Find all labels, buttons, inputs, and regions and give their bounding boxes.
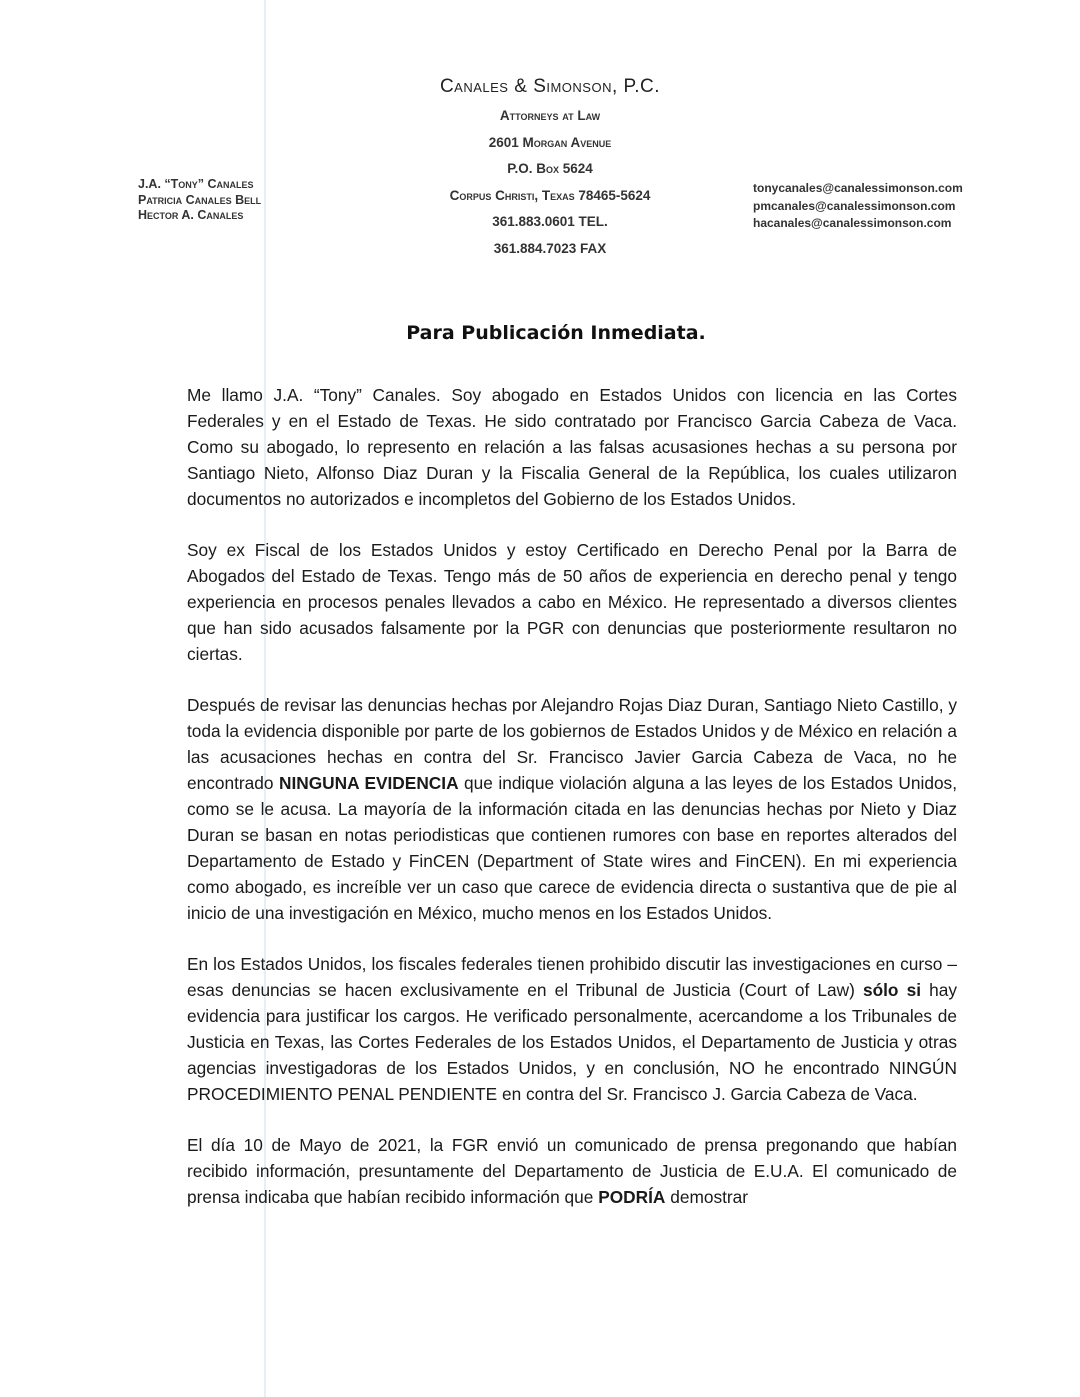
email-list <box>753 180 963 233</box>
address-po-box: P.O. Box 5624 <box>507 161 593 176</box>
attorney-name: J.A. “Tony” Canales <box>138 177 254 191</box>
attorney-name: Hector A. Canales <box>138 208 244 222</box>
paragraph-text: que indique violación alguna a las leyes de los Estados Unidos, como se le acusa. La mayoría de la información citada en las denuncias hechas por Nieto y Diaz Duran se basan en notas periodisticas que contienen rumores con base en reportes alterados del Departamento de Estado y FinCEN (Department of State wires and FinCEN). En mi experiencia como abogado, es increíble ver un caso que carece de evidencia directa o sustantiva que de pie al inicio de una investigación en México, mucho menos en los Estados Unidos. <box>187 773 957 923</box>
document-body <box>187 382 957 1235</box>
emphasis-text: NINGUNA EVIDENCIA <box>278 773 459 793</box>
email-link[interactable]: tonycanales@canalessimonson.com <box>753 181 963 195</box>
paragraph-1 <box>187 382 957 512</box>
document-title: Para Publicación Inmediata. <box>406 322 706 344</box>
paragraph-5 <box>187 1132 957 1210</box>
firm-address-block <box>400 106 700 265</box>
paragraph-4 <box>187 951 957 1107</box>
paragraph-text: demostrar <box>665 1187 749 1207</box>
letterhead <box>0 0 1080 280</box>
address-city: Corpus Christi, Texas 78465-5624 <box>449 187 651 203</box>
email-link[interactable]: hacanales@canalessimonson.com <box>753 216 952 230</box>
paragraph-3 <box>187 692 957 926</box>
phone-number: 361.883.0601 TEL. <box>492 214 608 229</box>
paragraph-text: En los Estados Unidos, los fiscales federales tienen prohibido discutir las investigaciones en curso – esas denuncias se hacen exclusivamente en el Tribunal de Justicia (Court of Law) <box>187 954 957 1000</box>
paragraph-text: Me llamo J.A. “Tony” Canales. Soy abogado en Estados Unidos con licencia en las Cortes Federales y en el Estado de Texas. He sido contratado por Francisco Garcia Cabeza de Vaca. Como su abogado, lo represento en relación a las falsas acusasiones hechas a su persona por Santiago Nieto, Alfonso Diaz Duran y la Fiscalia General de la República, los cuales utilizaron documentos no autorizados e incompletos del Gobierno de los Estados Unidos. <box>187 385 957 509</box>
address-street: 2601 Morgan Avenue <box>488 134 612 150</box>
paragraph-text: hay evidencia para justificar los cargos. He verificado personalmente, acercandome a los Tribunales de Justicia en Texas, las Cortes Federales de los Estados Unidos, el Departamento de Justicia y otras agencias investigadoras de los Estados Unidos, y en conclusión, NO he encontrado NINGÚN PROCEDIMIENTO PENAL PENDIENTE en contra del Sr. Francisco J. Garcia Cabeza de Vaca. <box>187 980 957 1104</box>
fax-number: 361.884.7023 FAX <box>493 240 607 256</box>
firm-tagline: Attorneys at Law <box>499 108 601 123</box>
emphasis-text: sólo si <box>862 980 922 1000</box>
firm-name: Canales & Simonson, P.C. <box>439 76 661 97</box>
attorney-list <box>138 177 261 224</box>
paragraph-2 <box>187 537 957 667</box>
attorney-name: Patricia Canales Bell <box>138 192 262 207</box>
paragraph-text: El día 10 de Mayo de 2021, la FGR envió un comunicado de prensa pregonando que habían recibido información, presuntamente del Departamento de Justicia de E.U.A. El comunicado de prensa indicaba que habían recibido información que <box>187 1135 957 1207</box>
paragraph-text: Soy ex Fiscal de los Estados Unidos y estoy Certificado en Derecho Penal por la Barra de Abogados del Estado de Texas. Tengo más de 50 años de experiencia en derecho penal y tengo experiencia en procesos penales llevados a cabo en México. He representado a diversos clientes que han sido acusados falsamente por la PGR con denuncias que posteriormente resultaron no ciertas. <box>187 540 957 664</box>
emphasis-text: PODRÍA <box>598 1187 666 1207</box>
paragraph-text: Después de revisar las denuncias hechas por Alejandro Rojas Diaz Duran, Santiago Nieto Castillo, y toda la evidencia disponible por parte de los gobiernos de Estados Unidos y de México en relación a las acusaciones hechas en contra del Sr. Francisco Javier Garcia Cabeza de Vaca, no he encontrado <box>187 695 957 793</box>
email-link[interactable]: pmcanales@canalessimonson.com <box>753 198 956 213</box>
